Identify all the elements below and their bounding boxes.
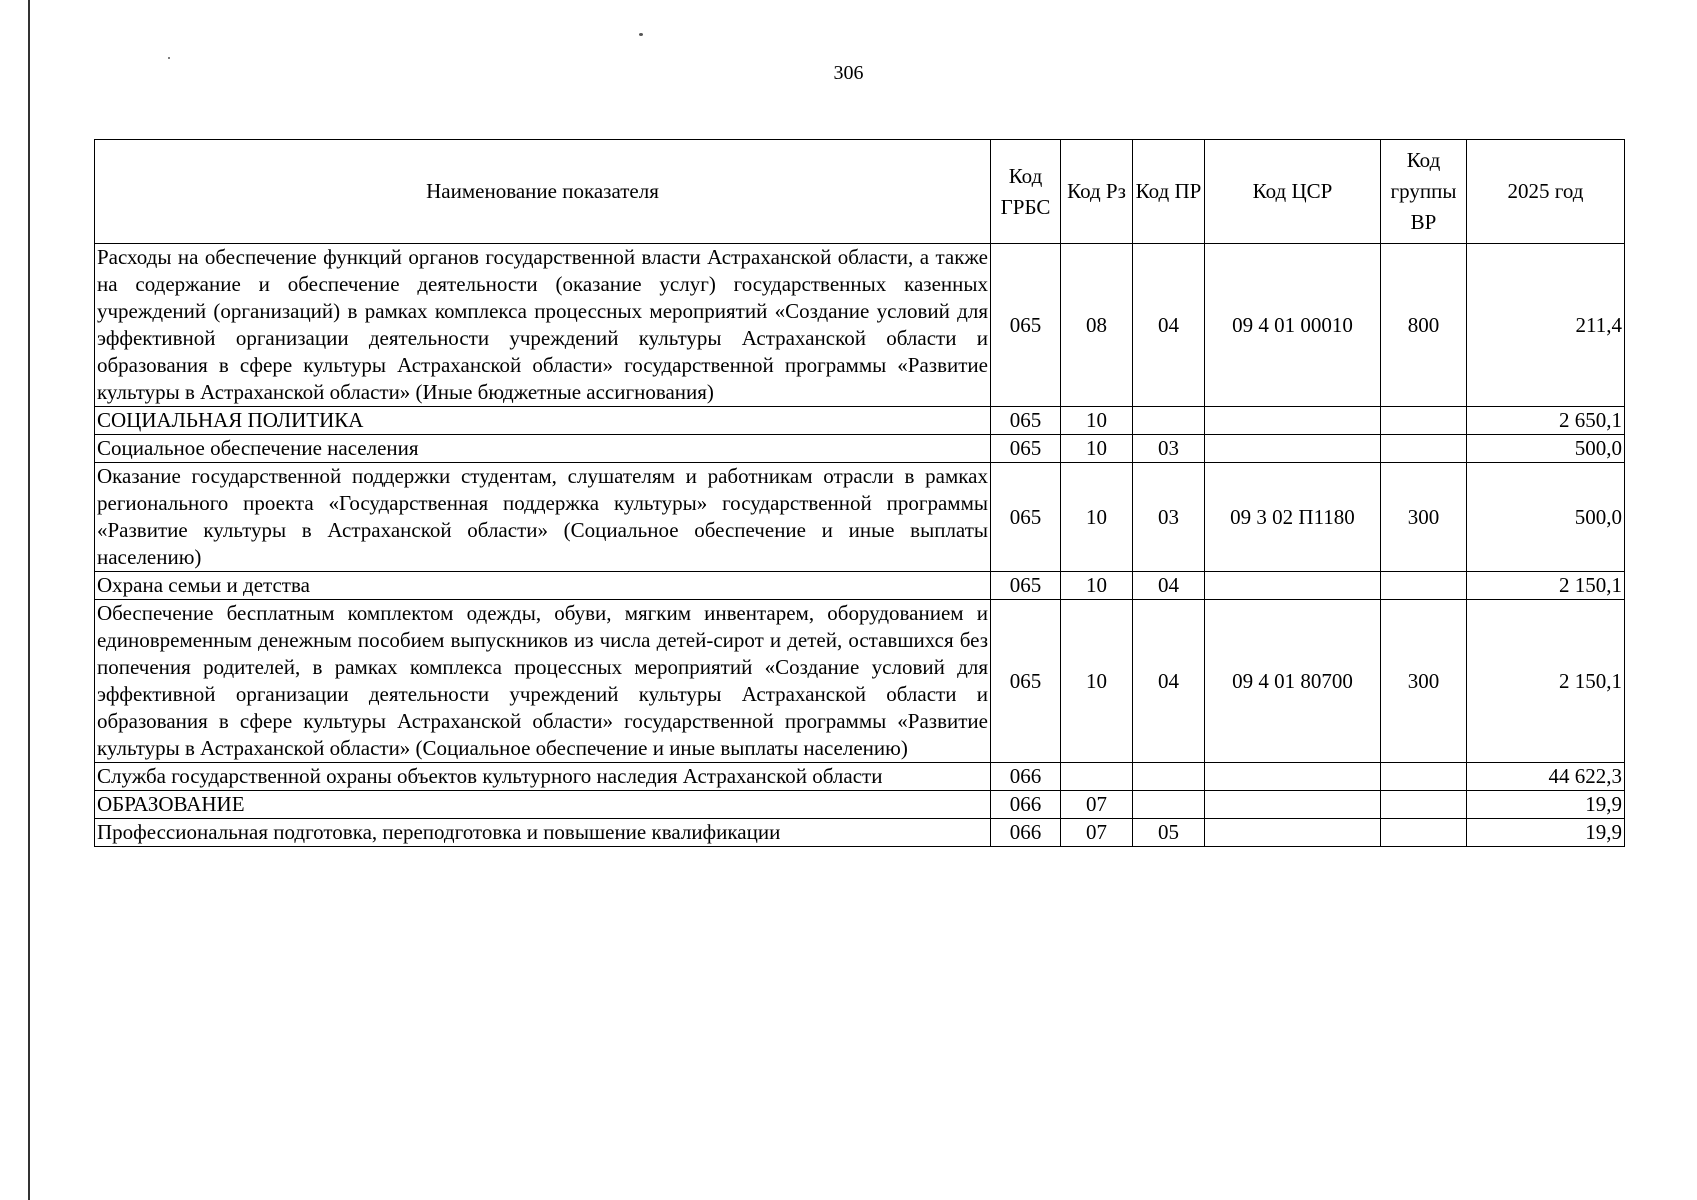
row-vr: 300: [1381, 463, 1467, 572]
row-name: СОЦИАЛЬНАЯ ПОЛИТИКА: [95, 407, 991, 435]
header-name: Наименование показателя: [95, 140, 991, 244]
row-csr: 09 4 01 00010: [1205, 244, 1381, 407]
header-vr: Код группы ВР: [1381, 140, 1467, 244]
row-amount: 19,9: [1467, 819, 1625, 847]
row-pr: 04: [1133, 572, 1205, 600]
table-row: [95, 572, 1625, 600]
table-row: [95, 407, 1625, 435]
row-vr: 800: [1381, 244, 1467, 407]
row-amount: 44 622,3: [1467, 763, 1625, 791]
row-csr: 09 4 01 80700: [1205, 600, 1381, 763]
row-csr: [1205, 763, 1381, 791]
row-rz: 10: [1061, 435, 1133, 463]
row-amount: 2 150,1: [1467, 572, 1625, 600]
row-csr: [1205, 819, 1381, 847]
row-grbs: 065: [991, 600, 1061, 763]
row-amount: 19,9: [1467, 791, 1625, 819]
table-row: [95, 463, 1625, 572]
row-grbs: 066: [991, 791, 1061, 819]
row-vr: [1381, 407, 1467, 435]
row-rz: 08: [1061, 244, 1133, 407]
row-pr: 04: [1133, 600, 1205, 763]
row-name: ОБРАЗОВАНИЕ: [95, 791, 991, 819]
row-rz: 10: [1061, 572, 1133, 600]
row-name: Охрана семьи и детства: [95, 572, 991, 600]
row-pr: [1133, 407, 1205, 435]
table-header-row: [95, 140, 1625, 244]
row-amount: 211,4: [1467, 244, 1625, 407]
row-grbs: 065: [991, 435, 1061, 463]
row-vr: [1381, 763, 1467, 791]
budget-table: [94, 139, 1625, 847]
table-row: [95, 763, 1625, 791]
scan-speck: [639, 33, 643, 36]
row-name: Расходы на обеспечение функций органов государственной власти Астраханской области, а также на содержание и обеспечение деятельности (оказание услуг) государственных казенных учреждений (организаций) в рамках комплекса процессных мероприятий «Создание условий для эффективной организации деятельности учреждений культуры Астраханской области и образования в сфере культуры Астраханской области» государственной программы «Развитие культуры в Астраханской области» (Иные бюджетные ассигнования): [95, 244, 991, 407]
header-grbs: Код ГРБС: [991, 140, 1061, 244]
row-name: Служба государственной охраны объектов культурного наследия Астраханской области: [95, 763, 991, 791]
row-rz: [1061, 763, 1133, 791]
row-pr: [1133, 791, 1205, 819]
table-row: [95, 600, 1625, 763]
page-number: 306: [833, 62, 864, 84]
row-vr: [1381, 819, 1467, 847]
row-csr: [1205, 407, 1381, 435]
header-rz: Код Рз: [1061, 140, 1133, 244]
table-row: [95, 435, 1625, 463]
row-amount: 2 650,1: [1467, 407, 1625, 435]
row-pr: 03: [1133, 435, 1205, 463]
table-row: [95, 244, 1625, 407]
row-pr: 05: [1133, 819, 1205, 847]
row-amount: 500,0: [1467, 463, 1625, 572]
row-name: Социальное обеспечение населения: [95, 435, 991, 463]
row-rz: 10: [1061, 463, 1133, 572]
row-amount: 500,0: [1467, 435, 1625, 463]
row-grbs: 066: [991, 819, 1061, 847]
row-grbs: 065: [991, 407, 1061, 435]
row-vr: [1381, 791, 1467, 819]
row-vr: [1381, 572, 1467, 600]
row-grbs: 065: [991, 463, 1061, 572]
row-rz: 10: [1061, 600, 1133, 763]
row-grbs: 065: [991, 572, 1061, 600]
row-name: Профессиональная подготовка, переподготовка и повышение квалификации: [95, 819, 991, 847]
header-pr: Код ПР: [1133, 140, 1205, 244]
row-grbs: 065: [991, 244, 1061, 407]
row-name: Обеспечение бесплатным комплектом одежды, обуви, мягким инвентарем, оборудованием и единовременным денежным пособием выпускников из числа детей-сирот и детей, оставшихся без попечения родителей, в рамках комплекса процессных мероприятий «Создание условий для эффективной организации деятельности учреждений культуры Астраханской области и образования в сфере культуры Астраханской области» государственной программы «Развитие культуры в Астраханской области» (Социальное обеспечение и иные выплаты населению): [95, 600, 991, 763]
row-amount: 2 150,1: [1467, 600, 1625, 763]
header-csr: Код ЦСР: [1205, 140, 1381, 244]
row-grbs: 066: [991, 763, 1061, 791]
row-csr: 09 3 02 П1180: [1205, 463, 1381, 572]
row-name: Оказание государственной поддержки студентам, слушателям и работникам отрасли в рамках регионального проекта «Государственная поддержка культуры» государственной программы «Развитие культуры в Астраханской области» (Социальное обеспечение и иные выплаты населению): [95, 463, 991, 572]
row-vr: [1381, 435, 1467, 463]
row-pr: 03: [1133, 463, 1205, 572]
scan-binding-line: [28, 0, 30, 1200]
row-csr: [1205, 572, 1381, 600]
row-csr: [1205, 435, 1381, 463]
row-rz: 07: [1061, 791, 1133, 819]
row-rz: 07: [1061, 819, 1133, 847]
scan-speck: [168, 57, 170, 59]
table-row: [95, 819, 1625, 847]
row-rz: 10: [1061, 407, 1133, 435]
row-pr: 04: [1133, 244, 1205, 407]
table-row: [95, 791, 1625, 819]
header-year: 2025 год: [1467, 140, 1625, 244]
row-csr: [1205, 791, 1381, 819]
row-vr: 300: [1381, 600, 1467, 763]
row-pr: [1133, 763, 1205, 791]
